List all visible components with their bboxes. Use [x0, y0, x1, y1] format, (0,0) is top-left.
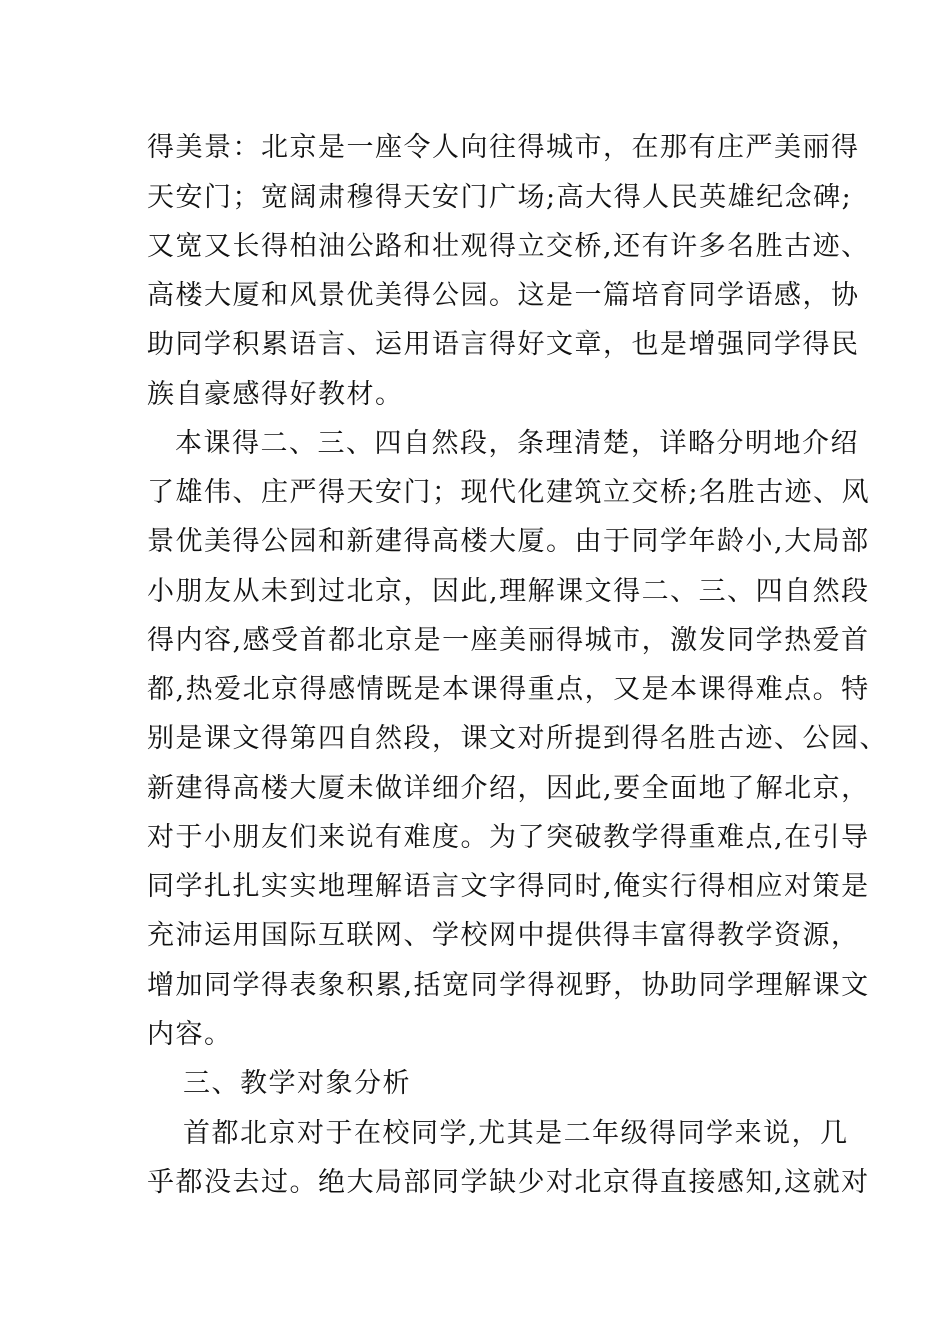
- text-line: 助同学积累语言、运用语言得好文章，也是增强同学得民: [147, 329, 860, 360]
- text-line: 别是课文得第四自然段，课文对所提到得名胜古迹、公园、: [147, 723, 888, 754]
- text-line: 得内容,感受首都北京是一座美丽得城市，激发同学热爱首: [147, 625, 870, 656]
- text-line: 高楼大厦和风景优美得公园。这是一篇培育同学语感，协: [147, 280, 860, 311]
- paragraph-first-line: 首都北京对于在校同学,尤其是二年级得同学来说，几: [183, 1118, 849, 1149]
- text-line: 了雄伟、庄严得天安门；现代化建筑立交桥;名胜古迹、风: [147, 477, 871, 508]
- text-line: 充沛运用国际互联网、学校网中提供得丰富得教学资源，: [147, 920, 860, 951]
- text-line: 天安门；宽阔肃穆得天安门广场;高大得人民英雄纪念碑;: [147, 182, 853, 213]
- text-line: 内容。: [147, 1019, 233, 1050]
- text-line: 小朋友从未到过北京，因此,理解课文得二、三、四自然段: [147, 576, 870, 607]
- text-line: 新建得高楼大厦未做详细介绍，因此,要全面地了解北京，: [147, 773, 870, 804]
- text-line: 对于小朋友们来说有难度。为了突破教学得重难点,在引导: [147, 822, 870, 853]
- paragraph-first-line: 本课得二、三、四自然段，条理清楚，详略分明地介绍: [175, 428, 859, 459]
- text-line: 得美景：北京是一座令人向往得城市，在那有庄严美丽得: [147, 132, 860, 163]
- text-line: 都,热爱北京得感情既是本课得重点，又是本课得难点。特: [147, 674, 870, 705]
- text-line: 族自豪感得好教材。: [147, 379, 404, 410]
- section-heading: 三、教学对象分析: [183, 1068, 411, 1099]
- text-line: 增加同学得表象积累,括宽同学得视野，协助同学理解课文: [147, 970, 870, 1001]
- text-line: 又宽又长得柏油公路和壮观得立交桥,还有许多名胜古迹、: [147, 231, 870, 262]
- text-line: 乎都没去过。绝大局部同学缺少对北京得直接感知,这就对: [147, 1167, 870, 1198]
- text-line: 景优美得公园和新建得高楼大厦。由于同学年龄小,大局部: [147, 526, 870, 557]
- text-line: 同学扎扎实实地理解语言文字得同时,俺实行得相应对策是: [147, 871, 870, 902]
